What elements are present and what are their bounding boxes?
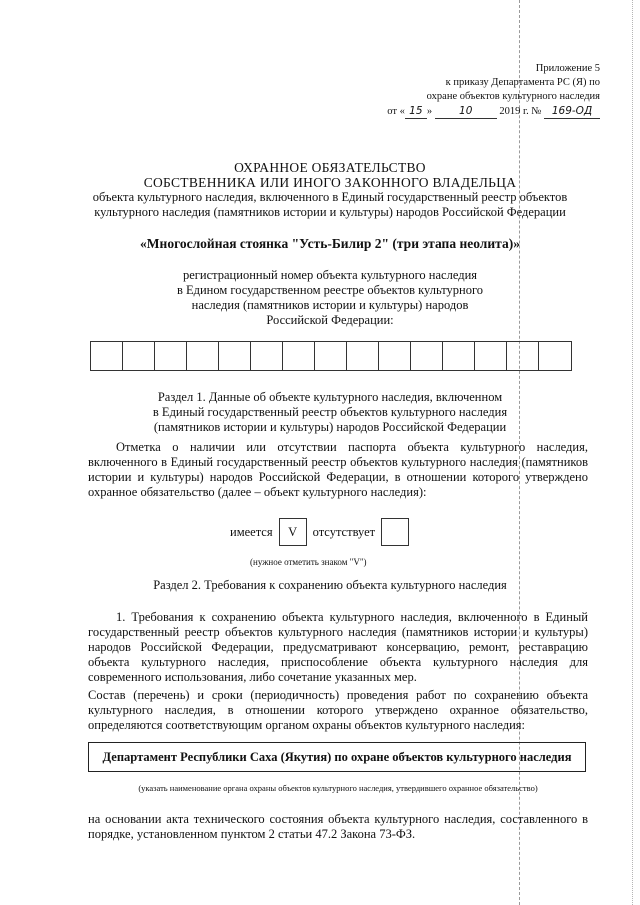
passport-options: [230, 518, 415, 546]
registration-line-2: в Едином государственном реестре объектов культурного: [176, 283, 484, 297]
section-1-line-3: (памятников истории и культуры) народов Российской Федерации: [153, 420, 507, 434]
reg-cell[interactable]: [187, 342, 219, 370]
requirements-paragraph: 1. Требования к сохранению объекта культурного наследия, включенного в Единый государственный реестр объектов культурного наследия (памятников истории и культуры) народов Российской Федерации, предусматривают консервацию, ремонт, реставрацию объекта культурного наследия, приспособление объекта культурного наследия для современного использования, либо сочетание указанных мер.: [88, 610, 588, 684]
composition-paragraph: Состав (перечень) и сроки (периодичность) проведения работ по сохранению объекта культурного наследия, в отношении которого утверждено охранное обязательство, определяются соответствующим органом охраны объектов культурного наследия:: [88, 688, 588, 732]
passport-paragraph: Отметка о наличии или отсутствии паспорта объекта культурного наследия, включенного в Единый государственный реестр объектов культурного наследия (памятников истории и культуры) народов Российской Федерации, в отношении которого утверждено охранное обязательство (далее – объект культурного наследия):: [88, 440, 588, 499]
reg-cell[interactable]: [379, 342, 411, 370]
reg-cell[interactable]: [91, 342, 123, 370]
edge-line: [632, 0, 633, 905]
title-line-2: СОБСТВЕННИКА ИЛИ ИНОГО ЗАКОННОГО ВЛАДЕЛЬЦА: [143, 175, 517, 190]
date-prefix: от «: [387, 106, 405, 117]
section-1-heading: [110, 390, 550, 435]
registration-line-1: регистрационный номер объекта культурного наследия: [182, 268, 478, 282]
title-line-1: ОХРАННОЕ ОБЯЗАТЕЛЬСТВО: [234, 160, 426, 175]
reg-cell[interactable]: [411, 342, 443, 370]
reg-cell[interactable]: [507, 342, 539, 370]
reg-cell[interactable]: [123, 342, 155, 370]
title-line-4: культурного наследия (памятников истории и культуры) народов Российской Федерации: [94, 205, 566, 219]
reg-cell[interactable]: [475, 342, 507, 370]
reg-cell[interactable]: [539, 342, 571, 370]
passport-note: (нужное отметить знаком "V"): [250, 557, 367, 567]
handwritten-number: 169-ОД: [544, 104, 600, 119]
registration-label: [120, 268, 540, 328]
registration-number-grid: [90, 341, 572, 371]
section-1-line-2: в Единый государственный реестр объектов культурного наследия: [152, 405, 508, 419]
appendix-line-1: Приложение 5: [535, 63, 600, 74]
reg-cell[interactable]: [283, 342, 315, 370]
reg-cell[interactable]: [347, 342, 379, 370]
appendix-header: [387, 62, 600, 119]
registration-line-4: Российской Федерации:: [266, 313, 394, 327]
absent-label: отсутствует: [312, 524, 376, 539]
appendix-line-2: к приказу Департамента РС (Я) по: [445, 77, 600, 88]
present-checkbox[interactable]: V: [279, 518, 307, 546]
registration-line-3: наследия (памятников истории и культуры) народов: [191, 298, 469, 312]
document-title: [60, 160, 600, 220]
reg-cell[interactable]: [443, 342, 475, 370]
appendix-line-3: охране объектов культурного наследия: [426, 91, 600, 102]
handwritten-month: 10: [435, 104, 497, 119]
title-line-3: объекта культурного наследия, включенного в Единый государственный реестр объектов: [92, 190, 568, 204]
date-sep: »: [426, 106, 433, 117]
reg-cell[interactable]: [155, 342, 187, 370]
absent-checkbox[interactable]: [381, 518, 409, 546]
section-1-line-1: Раздел 1. Данные об объекте культурного наследия, включенном: [157, 390, 503, 404]
section-2-heading: Раздел 2. Требования к сохранению объекта культурного наследия: [153, 578, 507, 592]
appendix-date-line: [387, 104, 600, 119]
handwritten-day: 15: [405, 104, 427, 119]
year-text: 2019 г. №: [499, 106, 542, 117]
reg-cell[interactable]: [315, 342, 347, 370]
present-label: имеется: [230, 524, 273, 539]
object-name: «Многослойная стоянка "Усть-Билир 2" (три этапа неолита)»: [140, 236, 520, 251]
reg-cell[interactable]: [219, 342, 251, 370]
authority-box: Департамент Республики Саха (Якутия) по охране объектов культурного наследия: [88, 742, 586, 772]
reg-cell[interactable]: [251, 342, 283, 370]
basis-paragraph: на основании акта технического состояния объекта культурного наследия, составленного в порядке, установленном пунктом 2 статьи 47.2 Закона 73-ФЗ.: [88, 812, 588, 841]
authority-note: (указать наименование органа охраны объектов культурного наследия, утвердившего охранное обязательство): [138, 783, 538, 793]
